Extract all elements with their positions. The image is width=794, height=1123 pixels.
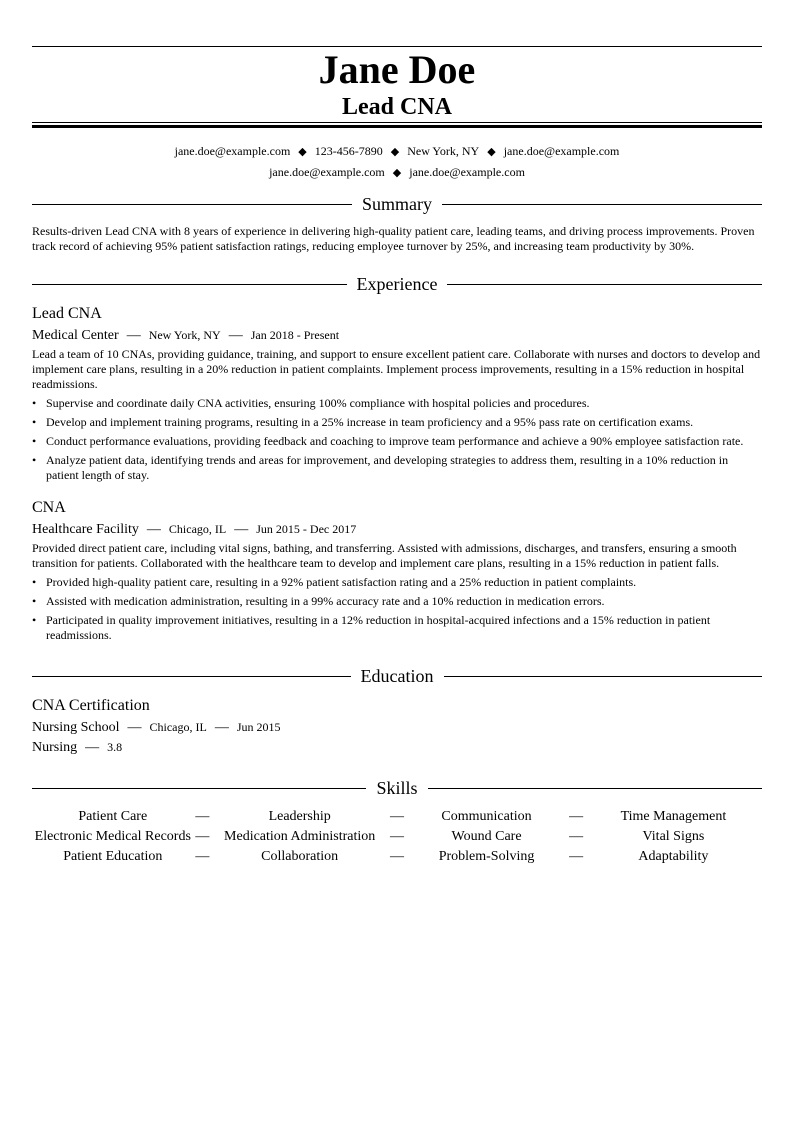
job-bullets xyxy=(32,575,762,647)
contact-line-1 xyxy=(32,143,762,160)
list-item: • Analyze patient data, identifying trends and areas for improvement, and developing strategies to address them, resulting in a 10% reduction in patient length of stay. xyxy=(32,453,762,483)
education-heading: Education xyxy=(32,665,762,687)
education-meta: Nursing School — Chicago, IL — Jun 2015 xyxy=(32,720,281,735)
skill-separator: — xyxy=(569,809,584,824)
job-company: Healthcare Facility xyxy=(32,522,139,537)
list-item: • Assisted with medication administration, resulting in a 99% accuracy rate and a 10% reduction in medication errors. xyxy=(32,594,762,609)
education-field-meta: Nursing — 3.8 xyxy=(32,740,123,755)
contact-email[interactable]: jane.doe@example.com xyxy=(409,165,525,179)
job-meta: Healthcare Facility — Chicago, IL — Jun 2015 - Dec 2017 xyxy=(32,522,357,537)
contact-location: New York, NY xyxy=(407,144,480,158)
diamond-icon: ◆ xyxy=(392,167,402,179)
diamond-icon: ◆ xyxy=(487,146,496,158)
diamond-icon: ◆ xyxy=(298,146,307,158)
skill-item: Wound Care xyxy=(451,829,522,844)
list-item: • Conduct performance evaluations, providing feedback and coaching to improve team performance and achieve a 90% employee satisfaction rate. xyxy=(32,434,762,449)
header-double-rule xyxy=(32,122,762,130)
contact-email[interactable]: jane.doe@example.com xyxy=(269,165,385,179)
list-item: • Supervise and coordinate daily CNA activities, ensuring 100% compliance with hospital policies and procedures. xyxy=(32,396,762,411)
list-item: • Participated in quality improvement initiatives, resulting in a 12% reduction in hospital-acquired infections and a 15% reduction in patient readmissions. xyxy=(32,613,762,643)
skill-item: Collaboration xyxy=(261,849,339,864)
skill-item: Patient Education xyxy=(63,849,163,864)
job-title: CNA xyxy=(32,499,66,516)
skill-separator: — xyxy=(569,829,584,844)
candidate-name: Jane Doe xyxy=(318,47,476,92)
skill-item: Electronic Medical Records xyxy=(34,829,191,844)
skill-item: Patient Care xyxy=(78,809,148,824)
contact-email[interactable]: jane.doe@example.com xyxy=(503,144,620,158)
job-location: New York, NY xyxy=(148,328,221,342)
contact-email[interactable]: jane.doe@example.com xyxy=(174,144,291,158)
contact-line-2 xyxy=(32,164,762,181)
skills-row xyxy=(32,847,762,867)
education-gpa: 3.8 xyxy=(107,740,123,754)
diamond-icon: ◆ xyxy=(390,146,400,158)
list-item: • Provided high-quality patient care, resulting in a 92% patient satisfaction rating and a 25% reduction in patient complaints. xyxy=(32,575,762,590)
skill-item: Time Management xyxy=(620,809,727,824)
skill-item: Adaptability xyxy=(638,849,709,864)
skill-separator: — xyxy=(389,829,404,844)
skill-separator: — xyxy=(569,849,584,864)
summary-heading: Summary xyxy=(32,193,762,215)
education-date: Jun 2015 xyxy=(236,720,281,734)
skill-separator: — xyxy=(195,849,210,864)
job-meta: Medical Center — New York, NY — Jan 2018 - Present xyxy=(32,328,340,343)
skill-item: Communication xyxy=(441,809,532,824)
experience-heading: Experience xyxy=(32,273,762,295)
skill-separator: — xyxy=(195,809,210,824)
skill-item: Leadership xyxy=(268,809,331,824)
skill-item: Problem-Solving xyxy=(438,849,535,864)
skill-separator: — xyxy=(389,809,404,824)
job-description: Lead a team of 10 CNAs, providing guidance, training, and support to ensure excellent patient care. Collaborate with nurses and doctors to develop and implement care plans, resulting in a 20% reduction in patient complaints. Implement process improvements, resulting in a 15% reduction in hospital readmissions. xyxy=(32,347,761,391)
education-location: Chicago, IL xyxy=(149,720,207,734)
job-company: Medical Center xyxy=(32,328,119,343)
candidate-role: Lead CNA xyxy=(341,94,452,120)
job-dates: Jun 2015 - Dec 2017 xyxy=(256,522,357,536)
list-item: • Develop and implement training programs, resulting in a 25% increase in team proficiency and a 95% pass rate on certification exams. xyxy=(32,415,762,430)
skills-heading: Skills xyxy=(32,777,762,799)
skill-item: Vital Signs xyxy=(642,829,705,844)
job-location: Chicago, IL xyxy=(168,522,227,536)
skills-grid xyxy=(32,807,762,867)
skill-item: Medication Administration xyxy=(224,829,376,844)
education-field: Nursing xyxy=(32,740,78,755)
skills-row xyxy=(32,827,762,847)
contact-phone[interactable]: 123-456-7890 xyxy=(314,144,383,158)
job-description: Provided direct patient care, including vital signs, bathing, and transferring. Assisted with admissions, discharges, and transfers, ensuring a smooth transition for patients. Collaborated with the healthcare team to develop and implement care plans, resulting in a 15% reduction in patient falls. xyxy=(32,541,737,570)
summary-text: Results-driven Lead CNA with 8 years of experience in delivering high-quality patient care, leading teams, and driving process improvements. Proven track record of achieving 95% patient satisfaction ratings, reducing employee turnover by 25%, and increasing team productivity by 30%. xyxy=(32,224,755,253)
job-dates: Jan 2018 - Present xyxy=(250,328,340,342)
skill-separator: — xyxy=(195,829,210,844)
skill-separator: — xyxy=(389,849,404,864)
education-degree: CNA Certification xyxy=(32,697,150,714)
job-bullets xyxy=(32,396,762,487)
education-school: Nursing School xyxy=(32,720,120,735)
job-title: Lead CNA xyxy=(32,305,102,322)
skills-row xyxy=(32,807,762,827)
